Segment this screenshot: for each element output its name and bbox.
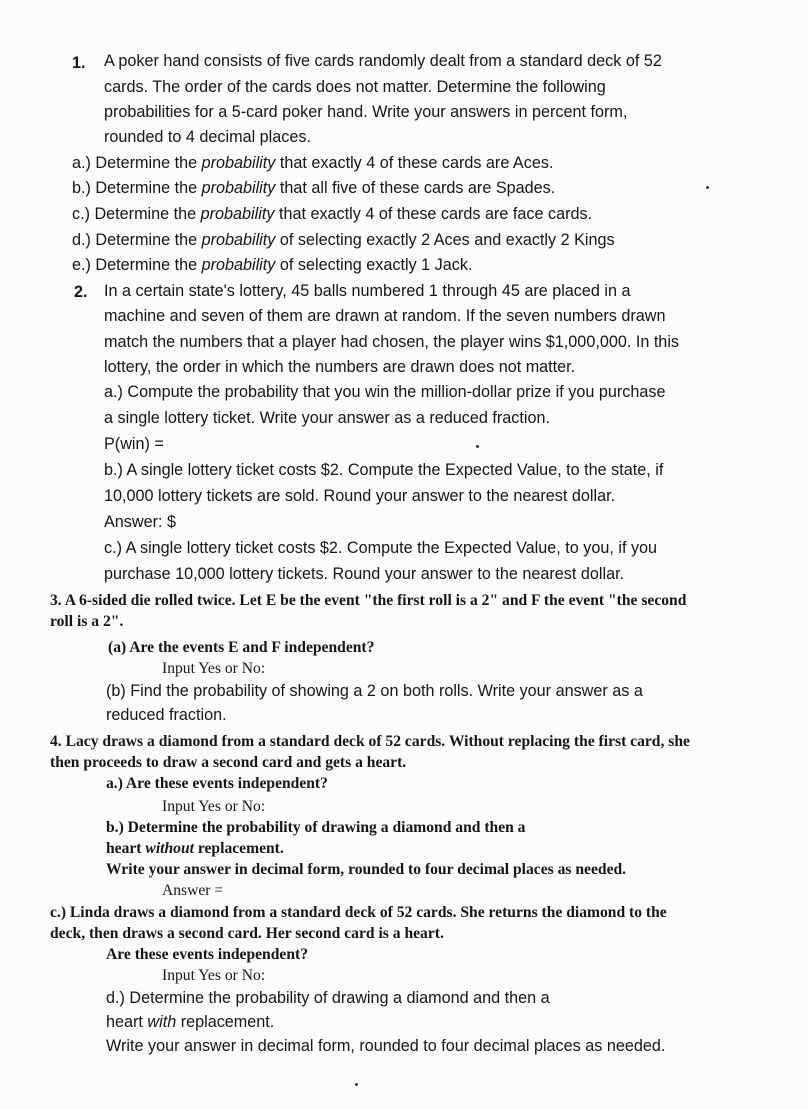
scan-speck xyxy=(476,445,479,448)
q2-text-line: machine and seven of them are drawn at random. If the seven numbers drawn xyxy=(104,307,666,325)
q2-text-line: match the numbers that a player had chosen, the player wins $1,000,000. In this xyxy=(104,333,680,351)
q2a-text-line: a single lottery ticket. Write your answer as a reduced fraction. xyxy=(104,409,550,427)
q3-text-line: 3. A 6-sided die rolled twice. Let E be the event "the first roll is a 2" and F the event "the second xyxy=(50,592,687,609)
q4b-text-line: b.) Determine the probability of drawing a diamond and then a xyxy=(106,819,526,836)
q4d-text-line: d.) Determine the probability of drawing a diamond and then a xyxy=(106,989,550,1007)
q1-text-line: cards. The order of the cards does not matter. Determine the following xyxy=(104,78,606,96)
q2b-text-line: b.) A single lottery ticket costs $2. Compute the Expected Value, to the state, if xyxy=(104,461,664,479)
q1-text-line: A poker hand consists of five cards randomly dealt from a standard deck of 52 xyxy=(104,52,662,70)
q2-text-line: In a certain state's lottery, 45 balls numbered 1 through 45 are placed in a xyxy=(104,282,631,300)
q2-number: 2. xyxy=(74,283,88,301)
q4-text-line: then proceeds to draw a second card and gets a heart. xyxy=(50,754,407,771)
q1-part-a: a.) Determine the probability that exactly 4 of these cards are Aces. xyxy=(72,154,554,172)
q3b-text-line: reduced fraction. xyxy=(106,706,227,724)
q2-text-line: lottery, the order in which the numbers are drawn does not matter. xyxy=(104,358,576,376)
q4c-text-line: c.) Linda draws a diamond from a standard deck of 52 cards. She returns the diamond to the xyxy=(50,904,667,921)
q4c-input-label: Input Yes or No: xyxy=(162,967,266,984)
q1-text-line: probabilities for a 5-card poker hand. Write your answers in percent form, xyxy=(104,103,628,121)
q3-text-line: roll is a 2". xyxy=(50,613,124,630)
q4d-text-line: heart with replacement. xyxy=(106,1013,275,1031)
q3b-text-line: (b) Find the probability of showing a 2 on both rolls. Write your answer as a xyxy=(106,682,643,700)
q3a-question: (a) Are the events E and F independent? xyxy=(108,639,375,656)
q2c-text-line: c.) A single lottery ticket costs $2. Compute the Expected Value, to you, if you xyxy=(104,539,658,557)
q4a-input-label: Input Yes or No: xyxy=(162,798,266,815)
q2a-answer-label: P(win) = xyxy=(104,435,164,453)
q1-number: 1. xyxy=(72,54,86,72)
q4a-question: a.) Are these events independent? xyxy=(106,775,328,792)
q4b-instruction: Write your answer in decimal form, rounded to four decimal places as needed. xyxy=(106,861,627,878)
q4b-answer-label: Answer = xyxy=(162,882,224,899)
q3a-input-label: Input Yes or No: xyxy=(162,660,266,677)
q2c-text-line: purchase 10,000 lottery tickets. Round your answer to the nearest dollar. xyxy=(104,565,625,583)
q1-text-line: rounded to 4 decimal places. xyxy=(104,128,311,146)
q4-text-line: 4. Lacy draws a diamond from a standard deck of 52 cards. Without replacing the first card, she xyxy=(50,733,690,750)
scan-speck xyxy=(355,1083,358,1086)
q4c-question: Are these events independent? xyxy=(106,946,308,963)
q4c-text-line: deck, then draws a second card. Her second card is a heart. xyxy=(50,925,444,942)
q4d-instruction: Write your answer in decimal form, rounded to four decimal places as needed. xyxy=(106,1037,666,1055)
scan-speck xyxy=(706,186,709,189)
q2a-text-line: a.) Compute the probability that you win the million-dollar prize if you purchase xyxy=(104,383,666,401)
q2b-answer-label: Answer: $ xyxy=(104,513,176,531)
q1-part-e: e.) Determine the probability of selecting exactly 1 Jack. xyxy=(72,256,473,274)
q1-part-b: b.) Determine the probability that all five of these cards are Spades. xyxy=(72,179,556,197)
q2b-text-line: 10,000 lottery tickets are sold. Round your answer to the nearest dollar. xyxy=(104,487,616,505)
q1-part-d: d.) Determine the probability of selecting exactly 2 Aces and exactly 2 Kings xyxy=(72,231,615,249)
q4b-text-line: heart without replacement. xyxy=(106,840,284,857)
q1-part-c: c.) Determine the probability that exactly 4 of these cards are face cards. xyxy=(72,205,593,223)
